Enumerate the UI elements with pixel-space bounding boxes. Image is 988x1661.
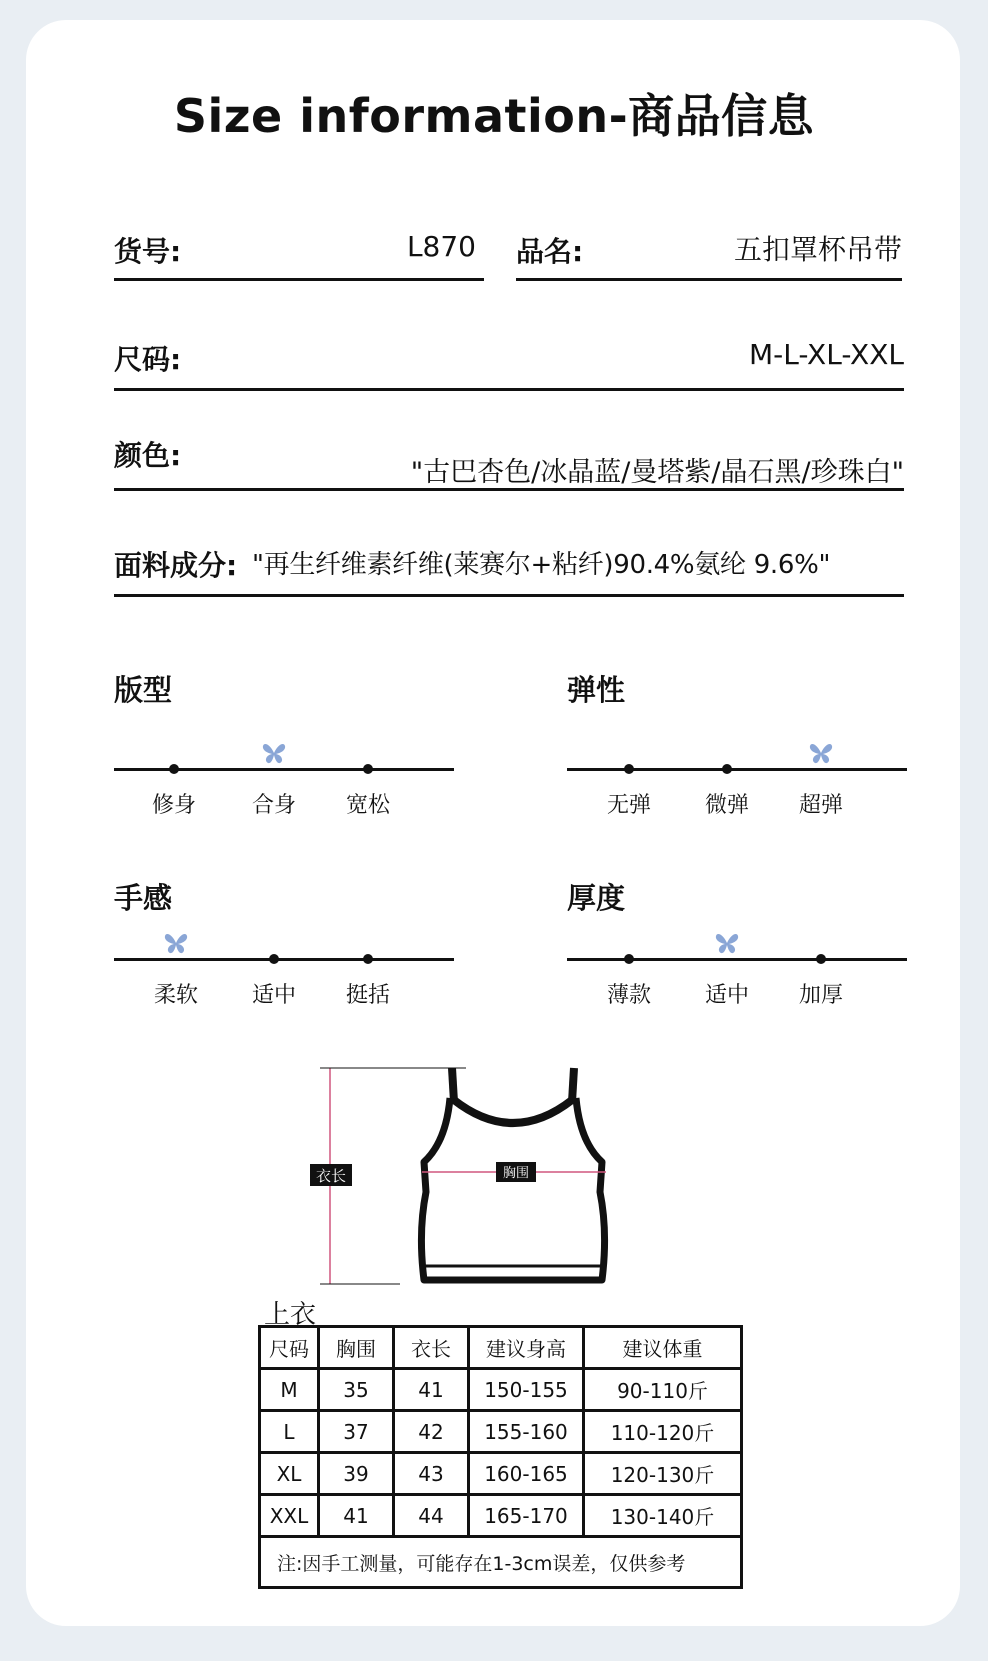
scale-option-label: 宽松 [345,793,390,818]
page-title: Size information-商品信息 [173,89,815,143]
table-cell: 43 [394,1453,469,1495]
color-label: 颜色: [114,439,182,472]
attribute-scale [114,768,454,818]
header-length: 衣长 [394,1327,469,1369]
fabric-label: 面料成分: [114,549,238,582]
table-cell: 160-165 [469,1453,584,1495]
table-cell: L [260,1411,319,1453]
attribute-scale [567,958,907,1008]
attribute-label: 版型 [114,673,173,707]
table-row [260,1453,742,1495]
attribute-label: 弹性 [567,673,626,707]
field-size [114,336,904,391]
chest-label: 胸围 [502,1166,530,1181]
scale-option-label: 适中 [251,983,296,1008]
header-size: 尺码 [260,1327,319,1369]
scale-option-label: 无弹 [606,793,651,818]
scale-option-label: 修身 [151,793,196,818]
field-color [114,436,904,491]
header-height: 建议身高 [469,1327,584,1369]
table-cell: 165-170 [469,1495,584,1537]
table-cell: 130-140斤 [584,1495,742,1537]
scale-dot [363,954,373,964]
size-label: 尺码: [114,343,182,376]
butterfly-marker-icon [262,742,286,764]
size-table [258,1325,743,1589]
item-no-label: 货号: [114,235,182,268]
field-fabric [114,542,904,597]
scale-dot [624,764,634,774]
scale-dot [722,764,732,774]
table-header-row [260,1327,742,1369]
table-cell: M [260,1369,319,1411]
scale-option-label: 微弹 [704,793,749,818]
table-cell: 42 [394,1411,469,1453]
color-value: "古巴杏色/冰晶蓝/曼塔紫/晶石黑/珍珠白" [410,457,904,488]
table-cell: 39 [319,1453,394,1495]
fabric-value: "再生纤维素纤维(莱赛尔+粘纤)90.4%氨纶 9.6%" [252,550,831,580]
table-row [260,1495,742,1537]
table-note: 注:因手工测量，可能存在1-3cm误差，仅供参考 [260,1537,742,1588]
table-row [260,1411,742,1453]
attribute-label: 厚度 [567,881,626,915]
table-title: 上衣 [264,1300,317,1330]
table-cell: 44 [394,1495,469,1537]
scale-dot [269,954,279,964]
table-cell: 35 [319,1369,394,1411]
garment-diagram [300,1062,620,1292]
attribute-scale [114,958,454,1008]
product-name-value: 五扣罩杯吊带 [733,233,902,266]
table-cell: 155-160 [469,1411,584,1453]
scale-option-label: 挺括 [345,983,390,1008]
table-note-row [260,1537,742,1588]
item-no-value: L870 [406,230,476,263]
product-name-label: 品名: [516,235,584,268]
scale-option-label: 适中 [704,983,749,1008]
butterfly-marker-icon [809,742,833,764]
length-label: 衣长 [315,1167,347,1185]
header-chest: 胸围 [319,1327,394,1369]
scale-dot [363,764,373,774]
table-cell: XXL [260,1495,319,1537]
scale-option-label: 柔软 [153,983,198,1008]
size-value: M-L-XL-XXL [748,338,904,371]
scale-option-label: 超弹 [798,793,843,818]
header-weight: 建议体重 [584,1327,742,1369]
scale-option-label: 合身 [251,793,296,818]
table-cell: 41 [319,1495,394,1537]
table-cell: 41 [394,1369,469,1411]
table-cell: XL [260,1453,319,1495]
field-item-no [114,228,484,281]
scale-dot [169,764,179,774]
table-row [260,1369,742,1411]
attribute-scale [567,768,907,818]
table-cell: 120-130斤 [584,1453,742,1495]
butterfly-marker-icon [715,932,739,954]
scale-dot [624,954,634,964]
field-product-name [516,228,902,281]
scale-dot [816,954,826,964]
scale-option-label: 加厚 [798,983,843,1008]
table-cell: 150-155 [469,1369,584,1411]
table-cell: 37 [319,1411,394,1453]
table-cell: 90-110斤 [584,1369,742,1411]
butterfly-marker-icon [164,932,188,954]
scale-option-label: 薄款 [606,983,651,1008]
attribute-label: 手感 [114,881,173,915]
table-cell: 110-120斤 [584,1411,742,1453]
